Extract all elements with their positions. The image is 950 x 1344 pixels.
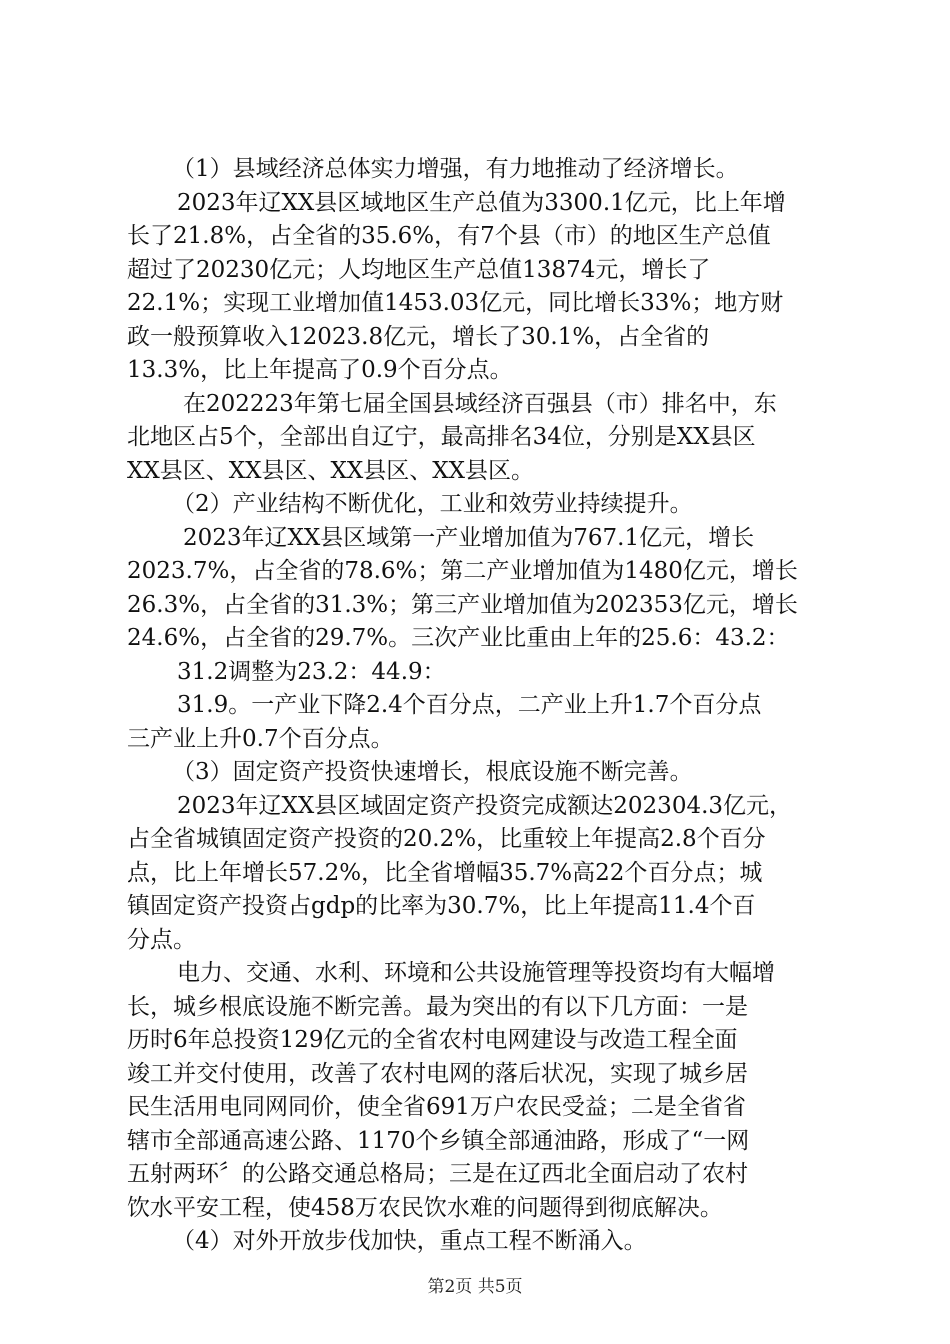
- paragraph-line: 占全省城镇固定资产投资的20.2%，比重较上年提高2.8个百分: [127, 826, 766, 852]
- page-footer: 第2页 共5页: [427, 1277, 523, 1297]
- paragraph-line: 26.3%，占全省的31.3%；第三产业增加值为202353亿元，增长: [127, 591, 798, 618]
- paragraph-line: 三产业上升0.7个百分点。: [127, 725, 394, 752]
- heading-3: （3）固定资产投资快速增长，根底设施不断完善。: [172, 759, 693, 785]
- paragraph-line: 2023年辽XX县区域第一产业增加值为767.1亿元，增长: [183, 524, 755, 551]
- heading-2: （2）产业结构不断优化，工业和效劳业持续提升。: [172, 491, 693, 517]
- paragraph-line: 历时6年总投资129亿元的全省农村电网建设与改造工程全面: [127, 1027, 738, 1053]
- paragraph-line: 31.2调整为23.2：44.9：: [177, 658, 446, 685]
- paragraph-line: 镇固定资产投资占gdp的比率为30.7%，比上年提高11.4个百: [127, 893, 756, 919]
- paragraph-line: 点，比上年增长57.2%，比全省增幅35.7%高22个百分点；城: [127, 859, 763, 886]
- heading-1: （1）县域经济总体实力增强，有力地推动了经济增长。: [172, 156, 739, 182]
- heading-4: （4）对外开放步伐加快，重点工程不断涌入。: [172, 1228, 647, 1254]
- paragraph-line: 竣工并交付使用，改善了农村电网的落后状况，实现了城乡居: [127, 1060, 748, 1087]
- paragraph-line: 长了21.8%，占全省的35.6%，有7个县（市）的地区生产总值: [127, 223, 771, 249]
- paragraph-line: 在202223年第七届全国县域经济百强县（市）排名中，东: [183, 390, 777, 417]
- paragraph-line: 分点。: [127, 926, 196, 953]
- document-body: [127, 153, 827, 1259]
- paragraph-line: 辖市全部通高速公路、1170个乡镇全部通油路，形成了“一网: [127, 1127, 750, 1154]
- paragraph-line: 北地区占5个，全部出自辽宁，最高排名34位，分别是XX县区: [127, 424, 756, 450]
- paragraph-line: 2023年辽XX县区域地区生产总值为3300.1亿元，比上年增: [177, 189, 786, 216]
- paragraph-line: 超过了20230亿元；人均地区生产总值13874元，增长了: [127, 256, 711, 283]
- paragraph-line: 13.3%，比上年提高了0.9个百分点。: [127, 357, 513, 383]
- paragraph-line: 民生活用电同网同价，使全省691万户农民受益；二是全省省: [127, 1094, 746, 1120]
- paragraph-line: 31.9。一产业下降2.4个百分点，二产业上升1.7个百分点: [177, 692, 762, 718]
- paragraph-line: 电力、交通、水利、环境和公共设施管理等投资均有大幅增: [177, 960, 775, 986]
- paragraph-line: 长，城乡根底设施不断完善。最为突出的有以下几方面：一是: [127, 993, 748, 1020]
- paragraph-line: 2023年辽XX县区域固定资产投资完成额达202304.3亿元，: [177, 792, 793, 819]
- paragraph-line: 24.6%，占全省的29.7%。三次产业比重由上年的25.6：43.2：: [127, 625, 790, 651]
- paragraph-line: 五射两环〞的公路交通总格局；三是在辽西北全面启动了农村: [127, 1161, 748, 1187]
- paragraph-line: 2023.7%，占全省的78.6%；第二产业增加值为1480亿元，增长: [127, 558, 798, 584]
- paragraph-line: 饮水平安工程，使458万农民饮水难的问题得到彻底解决。: [127, 1194, 723, 1221]
- paragraph-line: 政一般预算收入12023.8亿元，增长了30.1%，占全省的: [127, 323, 710, 350]
- paragraph-line: XX县区、XX县区、XX县区、XX县区。: [127, 457, 534, 484]
- paragraph-line: 22.1%；实现工业增加值1453.03亿元，同比增长33%；地方财: [127, 290, 784, 316]
